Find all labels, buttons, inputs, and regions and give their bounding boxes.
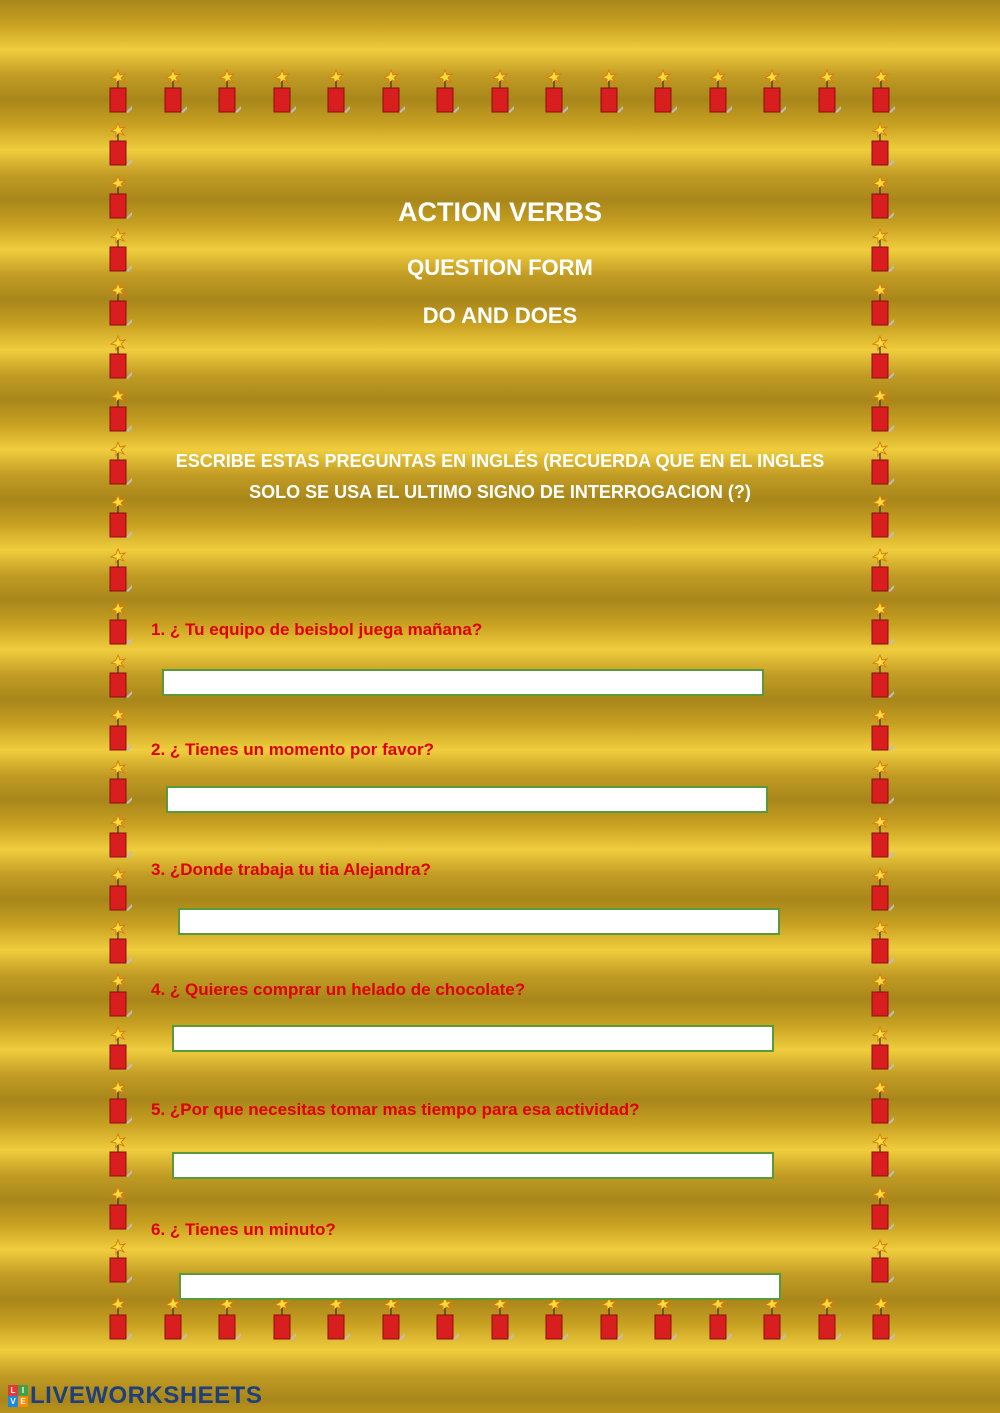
logo-letter-l: L <box>8 1385 18 1396</box>
logo-text: LIVEWORKSHEETS <box>30 1382 263 1409</box>
firecracker-candle-icon <box>870 760 894 806</box>
question-4: 4. ¿ Quieres comprar un helado de chocolate? <box>151 980 526 999</box>
instructions-line-1: ESCRIBE ESTAS PREGUNTAS EN INGLÉS (RECUERDA QUE EN EL INGLES <box>175 451 825 471</box>
page-title: ACTION VERBS <box>397 197 603 227</box>
firecracker-candle-icon <box>108 654 132 700</box>
question-6: 6. ¿ Tienes un minuto? <box>151 1220 336 1239</box>
firecracker-candle-icon <box>870 494 894 540</box>
firecracker-candle-icon <box>381 69 405 115</box>
firecracker-candle-icon <box>762 69 786 115</box>
firecracker-candle-icon <box>108 122 132 168</box>
firecracker-candle-icon <box>108 548 132 594</box>
firecracker-candle-icon <box>708 69 732 115</box>
firecracker-candle-icon <box>435 69 459 115</box>
firecracker-candle-icon <box>108 441 132 487</box>
question-5: 5. ¿Por que necesitas tomar mas tiempo para esa actividad? <box>151 1100 640 1119</box>
firecracker-candle-icon <box>217 69 241 115</box>
logo-mark-icon <box>8 1385 28 1407</box>
logo-letter-i: I <box>18 1385 28 1396</box>
firecracker-candle-icon <box>653 1296 677 1342</box>
firecracker-candle-icon <box>817 69 841 115</box>
firecracker-candle-icon <box>870 1133 894 1179</box>
firecracker-candle-icon <box>108 973 132 1019</box>
firecracker-candle-icon <box>108 1080 132 1126</box>
answer-input-3[interactable] <box>178 908 780 935</box>
firecracker-candle-icon <box>870 814 894 860</box>
firecracker-candle-icon <box>272 1296 296 1342</box>
firecracker-candle-icon <box>108 1026 132 1072</box>
firecracker-candle-icon <box>870 1026 894 1072</box>
logo-letter-v: V <box>8 1396 18 1407</box>
firecracker-candle-icon <box>870 867 894 913</box>
instructions-line-2: SOLO SE USA EL ULTIMO SIGNO DE INTERROGACION (?) <box>249 482 751 502</box>
page-subtitle-2: DO AND DOES <box>422 303 578 328</box>
firecracker-candle-icon <box>108 388 132 434</box>
firecracker-candle-icon <box>544 1296 568 1342</box>
firecracker-candle-icon <box>870 335 894 381</box>
firecracker-candle-icon <box>108 867 132 913</box>
firecracker-candle-icon <box>435 1296 459 1342</box>
firecracker-candle-icon <box>870 388 894 434</box>
firecracker-candle-icon <box>326 69 350 115</box>
firecracker-candle-icon <box>870 1186 894 1232</box>
firecracker-candle-icon <box>870 973 894 1019</box>
firecracker-candle-icon <box>108 1296 132 1342</box>
firecracker-candle-icon <box>870 122 894 168</box>
question-1: 1. ¿ Tu equipo de beisbol juega mañana? <box>151 620 483 639</box>
firecracker-candle-icon <box>108 1186 132 1232</box>
firecracker-candle-icon <box>871 69 895 115</box>
firecracker-candle-icon <box>217 1296 241 1342</box>
page-subtitle: QUESTION FORM <box>407 255 593 280</box>
firecracker-candle-icon <box>870 601 894 647</box>
firecracker-candle-icon <box>490 1296 514 1342</box>
firecracker-candle-icon <box>871 1296 895 1342</box>
firecracker-candle-icon <box>108 1133 132 1179</box>
firecracker-candle-icon <box>272 69 296 115</box>
firecracker-candle-icon <box>817 1296 841 1342</box>
firecracker-candle-icon <box>870 1080 894 1126</box>
firecracker-candle-icon <box>381 1296 405 1342</box>
firecracker-candle-icon <box>870 707 894 753</box>
firecracker-candle-icon <box>599 1296 623 1342</box>
firecracker-candle-icon <box>163 69 187 115</box>
firecracker-candle-icon <box>108 601 132 647</box>
firecracker-candle-icon <box>490 69 514 115</box>
firecracker-candle-icon <box>544 69 568 115</box>
firecracker-candle-icon <box>599 69 623 115</box>
firecracker-candle-icon <box>653 69 677 115</box>
instructions <box>150 446 850 508</box>
firecracker-candle-icon <box>108 814 132 860</box>
firecracker-candle-icon <box>870 548 894 594</box>
firecracker-candle-icon <box>108 69 132 115</box>
answer-input-4[interactable] <box>172 1025 774 1052</box>
answer-input-2[interactable] <box>166 786 768 813</box>
answer-input-5[interactable] <box>172 1152 774 1179</box>
question-2: 2. ¿ Tienes un momento por favor? <box>151 740 435 759</box>
firecracker-candle-icon <box>870 654 894 700</box>
answer-input-1[interactable] <box>162 669 764 696</box>
firecracker-candle-icon <box>108 760 132 806</box>
firecracker-candle-icon <box>108 335 132 381</box>
firecracker-candle-icon <box>108 920 132 966</box>
firecracker-candle-icon <box>762 1296 786 1342</box>
firecracker-candle-icon <box>870 441 894 487</box>
liveworksheets-logo <box>8 1381 262 1411</box>
answer-input-6[interactable] <box>179 1273 781 1300</box>
question-3: 3. ¿Donde trabaja tu tia Alejandra? <box>151 860 431 879</box>
firecracker-candle-icon <box>108 1239 132 1285</box>
logo-letter-e: E <box>18 1396 28 1407</box>
firecracker-candle-icon <box>108 494 132 540</box>
firecracker-candle-icon <box>326 1296 350 1342</box>
firecracker-candle-icon <box>708 1296 732 1342</box>
firecracker-candle-icon <box>108 707 132 753</box>
firecracker-candle-icon <box>870 920 894 966</box>
firecracker-candle-icon <box>163 1296 187 1342</box>
firecracker-candle-icon <box>870 1239 894 1285</box>
